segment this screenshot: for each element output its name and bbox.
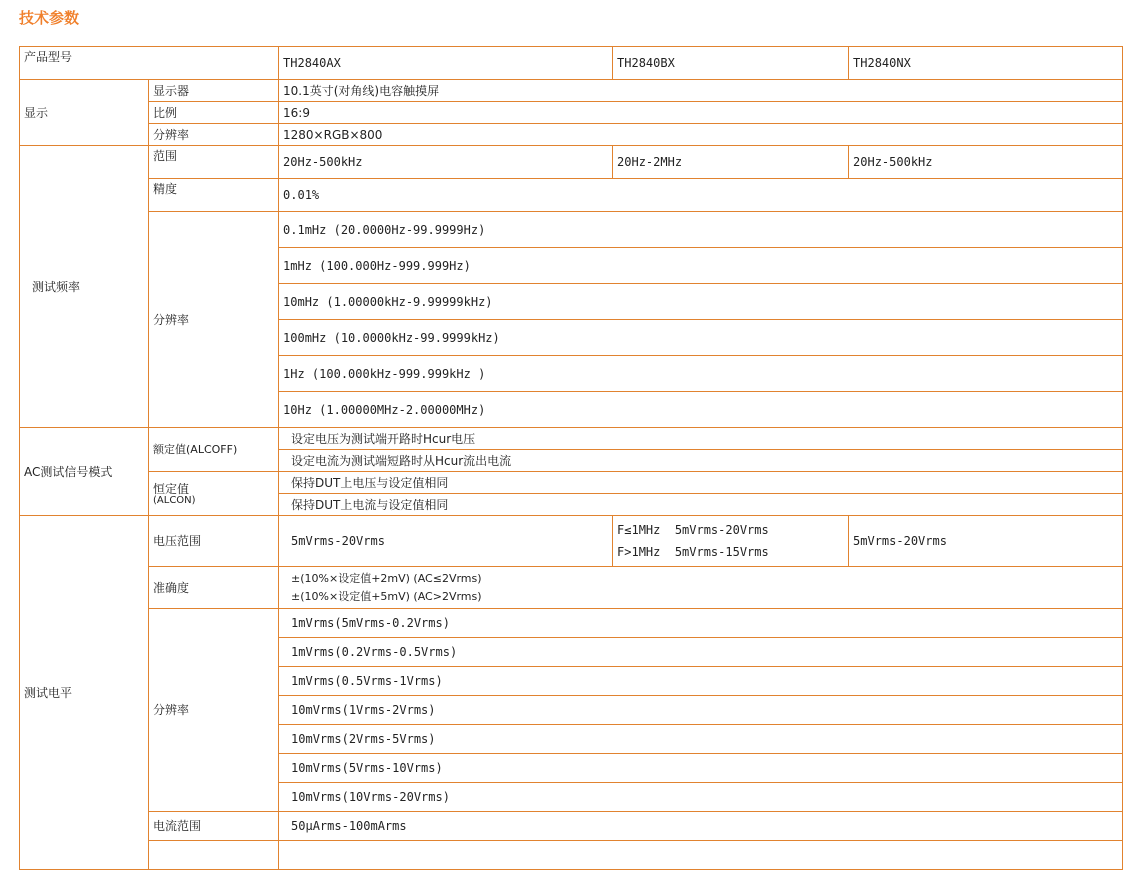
display-resolution-label: 分辨率 <box>149 124 279 146</box>
display-screen-label: 显示器 <box>149 80 279 102</box>
constant-mode-row: 保持DUT上电流与设定值相同 <box>279 494 1123 516</box>
table-row <box>20 179 1123 212</box>
voltage-range-ax: 5mVrms-20Vrms <box>279 516 613 567</box>
frequency-resolution-label: 分辨率 <box>149 212 279 428</box>
spec-table <box>19 46 1123 870</box>
frequency-resolution-row: 10mHz (1.00000kHz-9.99999kHz) <box>279 284 1123 320</box>
table-row <box>20 102 1123 124</box>
frequency-accuracy-label: 精度 <box>149 179 279 212</box>
voltage-range-nx: 5mVrms-20Vrms <box>849 516 1123 567</box>
level-resolution-row: 1mVrms(0.2Vrms-0.5Vrms) <box>279 638 1123 667</box>
level-accuracy-value <box>279 567 1123 609</box>
voltage-range-bx-line2: F>1MHz 5mVrms-15Vrms <box>617 545 769 559</box>
display-resolution-value: 1280×RGB×800 <box>279 124 1123 146</box>
table-row <box>20 567 1123 609</box>
table-row <box>20 609 1123 638</box>
constant-mode-label-line1: 恒定值 <box>153 481 190 496</box>
model-header-cell: 产品型号 <box>20 47 279 80</box>
level-resolution-row: 10mVrms(5Vrms-10Vrms) <box>279 754 1123 783</box>
table-row <box>20 812 1123 841</box>
rated-mode-row: 设定电流为测试端短路时从Hcur流出电流 <box>279 450 1123 472</box>
table-row <box>20 80 1123 102</box>
frequency-resolution-row: 1mHz (100.000Hz-999.999Hz) <box>279 248 1123 284</box>
table-row <box>20 47 1123 80</box>
voltage-range-bx-line1: F≤1MHz 5mVrms-20Vrms <box>617 523 769 537</box>
constant-mode-label <box>149 472 279 516</box>
ac-mode-group-label: AC测试信号模式 <box>20 428 149 516</box>
display-group-label: 显示 <box>20 80 149 146</box>
frequency-range-label: 范围 <box>149 146 279 179</box>
level-resolution-row: 10mVrms(1Vrms-2Vrms) <box>279 696 1123 725</box>
frequency-resolution-row: 10Hz (1.00000MHz-2.00000MHz) <box>279 392 1123 428</box>
table-row <box>20 428 1123 450</box>
current-range-value: 50μArms-100mArms <box>279 812 1123 841</box>
model-nx-cell: TH2840NX <box>849 47 1123 80</box>
frequency-range-ax: 20Hz-500kHz <box>279 146 613 179</box>
table-row <box>20 124 1123 146</box>
level-resolution-row: 1mVrms(0.5Vrms-1Vrms) <box>279 667 1123 696</box>
table-row <box>20 146 1123 179</box>
model-bx-cell: TH2840BX <box>613 47 849 80</box>
test-level-group-label: 测试电平 <box>20 516 149 870</box>
constant-mode-row: 保持DUT上电压与设定值相同 <box>279 472 1123 494</box>
rated-mode-label: 额定值(ALCOFF) <box>149 428 279 472</box>
level-resolution-row: 1mVrms(5mVrms-0.2Vrms) <box>279 609 1123 638</box>
frequency-resolution-row: 0.1mHz (20.0000Hz-99.9999Hz) <box>279 212 1123 248</box>
voltage-range-label: 电压范围 <box>149 516 279 567</box>
table-row <box>20 841 1123 870</box>
frequency-accuracy-value: 0.01% <box>279 179 1123 212</box>
level-accuracy-label: 准确度 <box>149 567 279 609</box>
level-accuracy-row: ±(10%×设定值+2mV) (AC≤2Vrms) <box>291 571 482 585</box>
table-row <box>20 212 1123 248</box>
display-ratio-value: 16:9 <box>279 102 1123 124</box>
frequency-resolution-row: 1Hz (100.000kHz-999.999kHz ) <box>279 356 1123 392</box>
rated-mode-row: 设定电压为测试端开路时Hcur电压 <box>279 428 1123 450</box>
constant-mode-label-line2: (ALCON) <box>153 494 196 506</box>
level-resolution-row: 10mVrms(2Vrms-5Vrms) <box>279 725 1123 754</box>
empty-cell <box>279 841 1123 870</box>
frequency-resolution-row: 100mHz (10.0000kHz-99.9999kHz) <box>279 320 1123 356</box>
frequency-range-bx: 20Hz-2MHz <box>613 146 849 179</box>
level-accuracy-row: ±(10%×设定值+5mV) (AC>2Vrms) <box>291 589 482 603</box>
table-row <box>20 472 1123 494</box>
page-title: 技术参数 <box>19 9 80 27</box>
display-screen-value: 10.1英寸(对角线)电容触摸屏 <box>279 80 1123 102</box>
level-resolution-label: 分辨率 <box>149 609 279 812</box>
level-resolution-row: 10mVrms(10Vrms-20Vrms) <box>279 783 1123 812</box>
empty-cell <box>149 841 279 870</box>
voltage-range-bx <box>613 516 849 567</box>
model-ax-cell: TH2840AX <box>279 47 613 80</box>
frequency-range-nx: 20Hz-500kHz <box>849 146 1123 179</box>
table-row <box>20 516 1123 567</box>
current-range-label: 电流范围 <box>149 812 279 841</box>
test-frequency-group-label: 测试频率 <box>20 146 149 428</box>
display-ratio-label: 比例 <box>149 102 279 124</box>
